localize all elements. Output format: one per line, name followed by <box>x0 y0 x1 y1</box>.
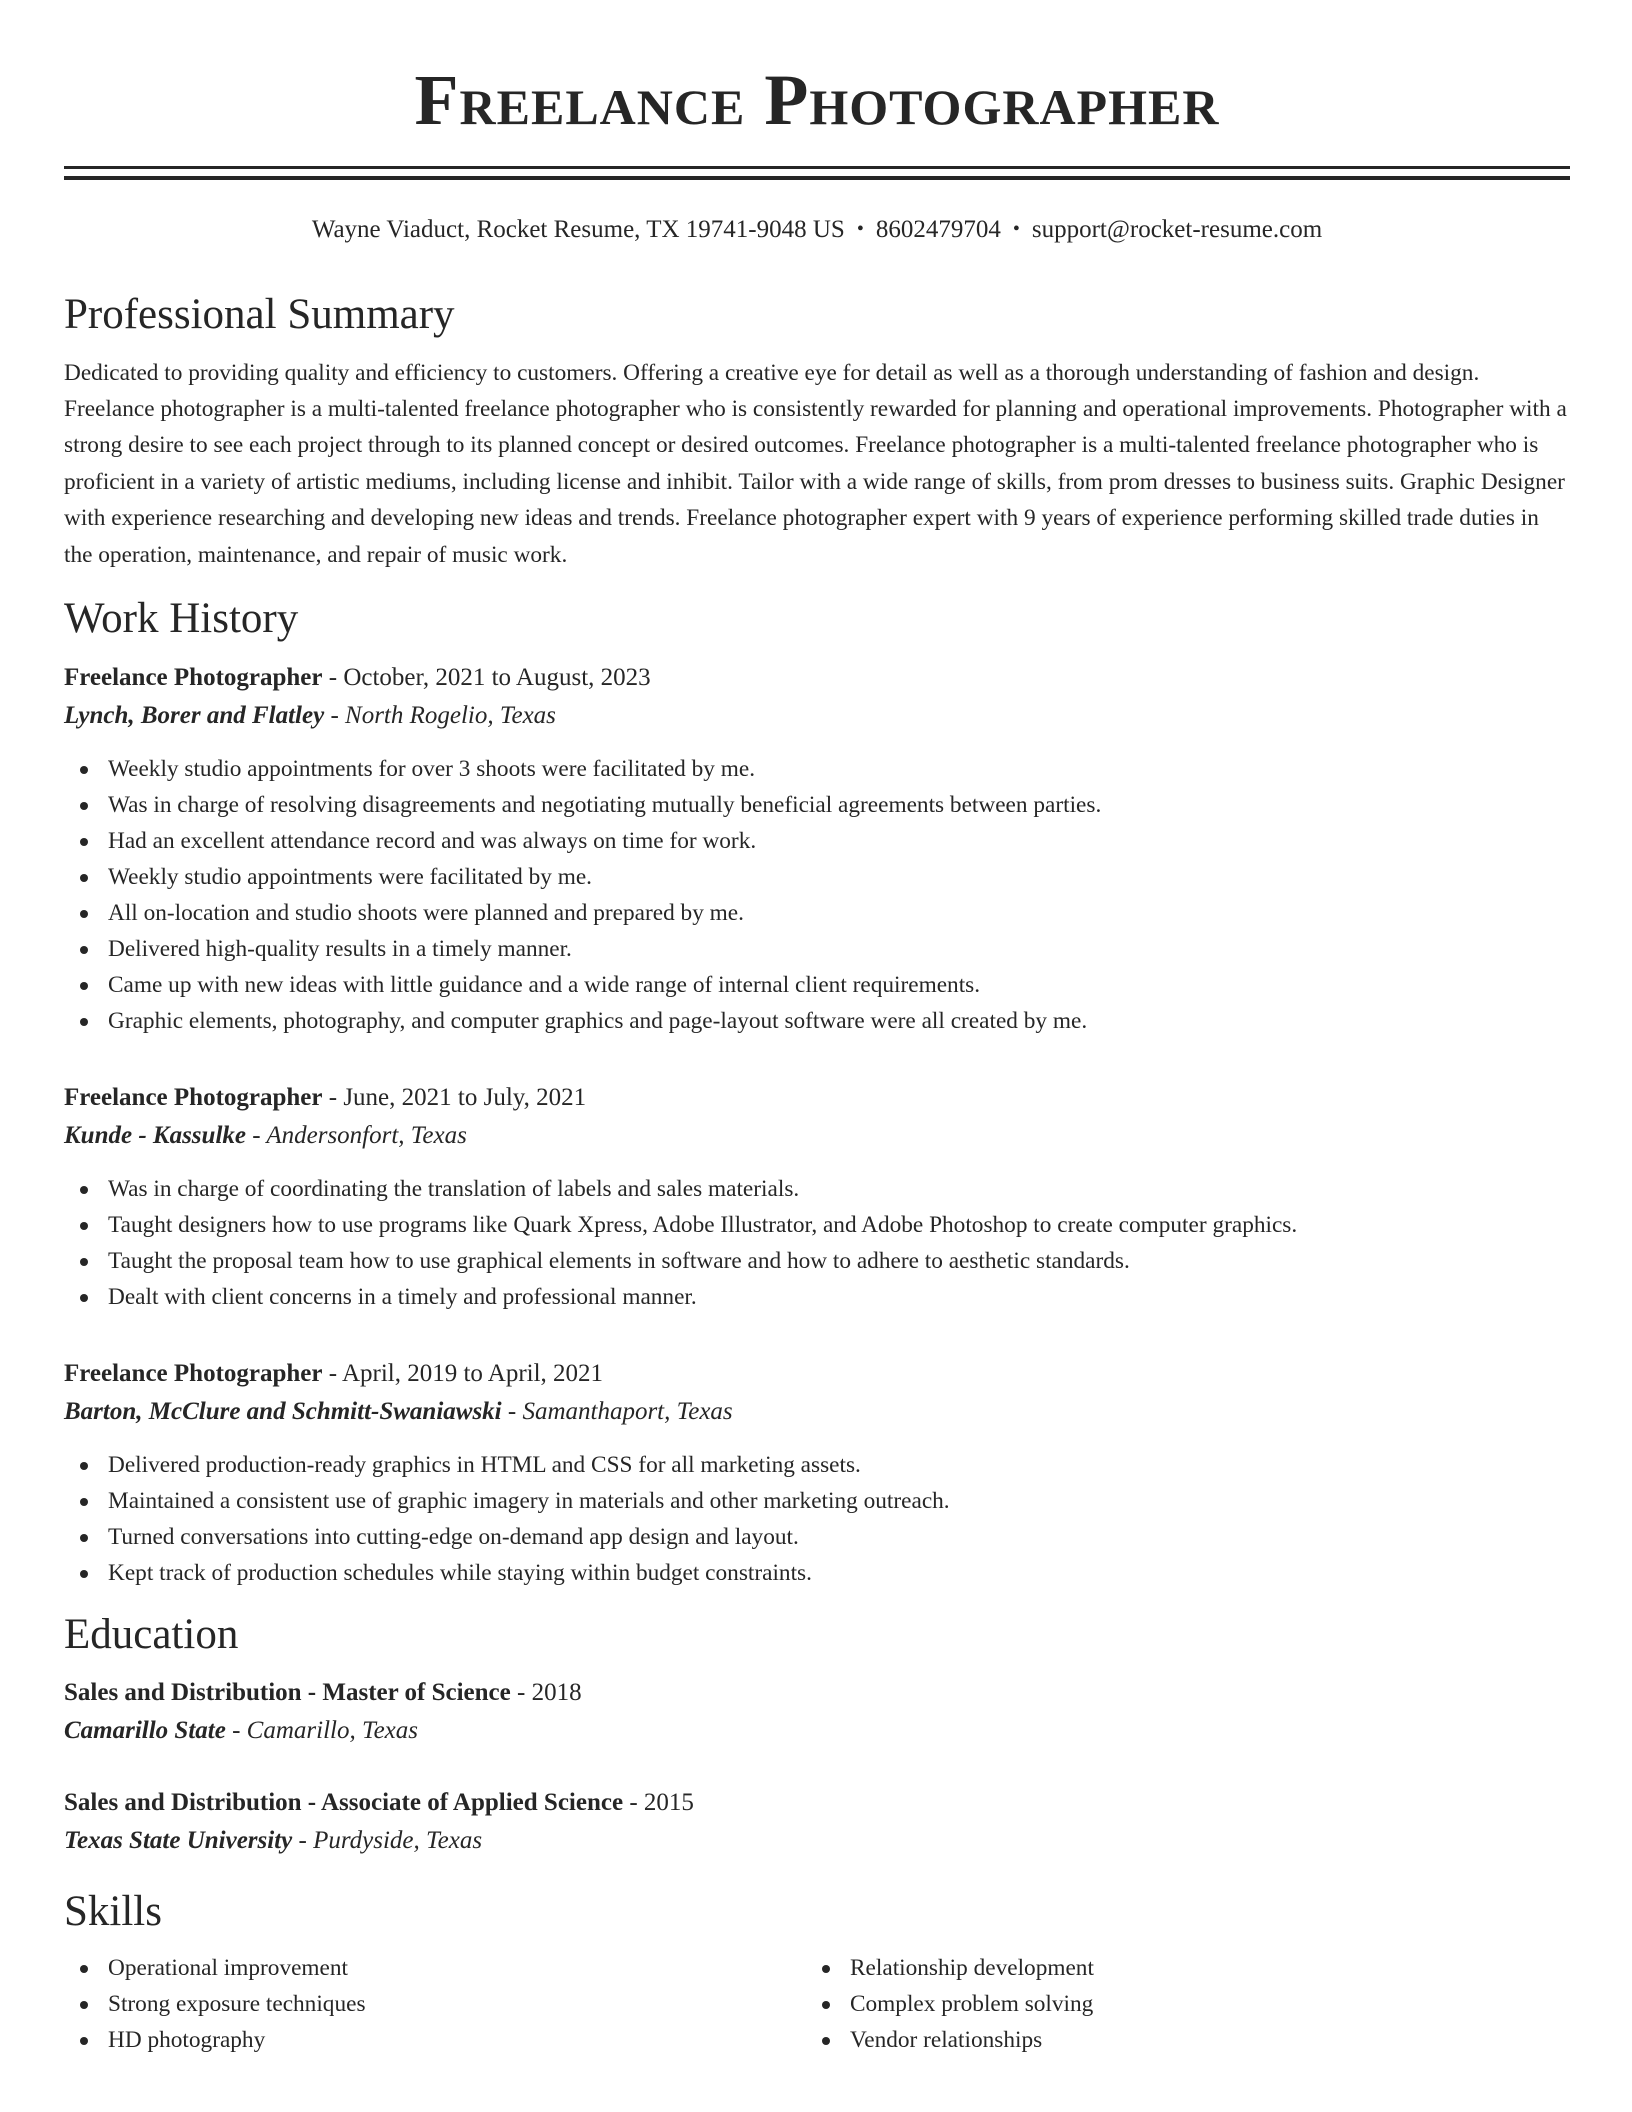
summary-text: Dedicated to providing quality and efficiency to customers. Offering a creative eye for detail as well as a thorough understanding of fashion and design. Freelance photographer is a multi-talented freelance photographer who is consistently rewarded for planning and operational improvements. Photographer with a strong desire to see each project through to its planned concept or desired outcomes. Freelance photographer is a multi-talented freelance photographer who is proficient in a variety of artistic mediums, including license and inhibit. Tailor with a wide range of skills, from prom dresses to business suits. Graphic Designer with experience researching and developing new ideas and trends. Freelance photographer expert with 9 years of experience performing skilled trade duties in the operation, maintenance, and repair of music work. <box>64 359 1567 568</box>
contact-line <box>64 215 1570 245</box>
skills-list-left <box>64 1950 806 2058</box>
job-dates: - June, 2021 to July, 2021 <box>322 1083 587 1111</box>
summary-heading: Professional Summary <box>64 291 455 338</box>
school-location: - Purdyside, Texas <box>292 1827 483 1855</box>
list-item: Weekly studio appointments were facilitated by me. <box>64 859 1570 895</box>
list-item: Dealt with client concerns in a timely and professional manner. <box>64 1279 1570 1315</box>
skill-item: Operational improvement <box>64 1950 806 1986</box>
education-entry <box>64 1784 1570 1860</box>
degree-name: Sales and Distribution - Associate of Applied Science <box>64 1789 624 1817</box>
skill-item: Complex problem solving <box>806 1986 1548 2022</box>
list-item: Kept track of production schedules while staying within budget constraints. <box>64 1555 1570 1591</box>
contact-separator: • <box>856 218 864 240</box>
company-name: Barton, McClure and Schmitt-Swaniawski <box>64 1397 502 1425</box>
contact-email: support@rocket-resume.com <box>1031 216 1323 243</box>
job-title-line <box>64 1355 1570 1393</box>
school-line <box>64 1712 1570 1750</box>
work-history-heading: Work History <box>64 595 299 643</box>
job-entry <box>64 659 1570 1039</box>
company-name: Kunde - Kassulke <box>64 1121 246 1149</box>
skill-item: HD photography <box>64 2022 806 2058</box>
list-item: Weekly studio appointments for over 3 shoots were facilitated by me. <box>64 751 1570 787</box>
list-item: Graphic elements, photography, and computer graphics and page-layout software were all created by me. <box>64 1003 1570 1039</box>
degree-line <box>64 1784 1570 1822</box>
list-item: Taught designers how to use programs like Quark Xpress, Adobe Illustrator, and Adobe Photoshop to create computer graphics. <box>64 1207 1570 1243</box>
job-dates: - April, 2019 to April, 2021 <box>322 1359 604 1387</box>
skill-item: Vendor relationships <box>806 2022 1548 2058</box>
job-dates: - October, 2021 to August, 2023 <box>322 663 651 691</box>
company-line <box>64 1117 1570 1155</box>
resume-title: Freelance Photographer <box>414 60 1220 140</box>
degree-year: - 2018 <box>510 1679 582 1707</box>
degree-year: - 2015 <box>623 1789 694 1817</box>
list-item: Came up with new ideas with little guidance and a wide range of internal client requirements. <box>64 967 1570 1003</box>
school-name: Texas State University <box>64 1827 293 1855</box>
education-entry <box>64 1674 1570 1750</box>
job-bullets <box>64 1171 1570 1315</box>
title-divider-bottom <box>64 176 1570 180</box>
list-item: Delivered production-ready graphics in HTML and CSS for all marketing assets. <box>64 1447 1570 1483</box>
company-location: - North Rogelio, Texas <box>324 701 556 729</box>
resume-page <box>64 0 1570 2058</box>
list-item: Was in charge of coordinating the translation of labels and sales materials. <box>64 1171 1570 1207</box>
company-location: - Samanthaport, Texas <box>501 1397 733 1425</box>
job-title-line <box>64 1079 1570 1117</box>
skills-list-right <box>806 1950 1548 2058</box>
contact-phone: 8602479704 <box>875 216 1001 243</box>
list-item: Maintained a consistent use of graphic imagery in materials and other marketing outreach. <box>64 1483 1570 1519</box>
company-line <box>64 697 1570 735</box>
list-item: Delivered high-quality results in a timely manner. <box>64 931 1570 967</box>
title-divider-top <box>64 166 1570 169</box>
job-bullets <box>64 751 1570 1039</box>
contact-separator: • <box>1012 218 1020 240</box>
degree-name: Sales and Distribution - Master of Science <box>64 1679 511 1707</box>
job-entry <box>64 1079 1570 1315</box>
company-name: Lynch, Borer and Flatley <box>64 701 325 729</box>
list-item: Had an excellent attendance record and was always on time for work. <box>64 823 1570 859</box>
company-line <box>64 1393 1570 1431</box>
contact-address: Wayne Viaduct, Rocket Resume, TX 19741-9048 US <box>311 216 845 243</box>
list-item: Was in charge of resolving disagreements and negotiating mutually beneficial agreements between parties. <box>64 787 1570 823</box>
list-item: All on-location and studio shoots were planned and prepared by me. <box>64 895 1570 931</box>
job-title: Freelance Photographer <box>64 1359 323 1387</box>
skills-grid <box>64 1950 1570 2058</box>
job-title-line <box>64 659 1570 697</box>
education-heading: Education <box>64 1610 239 1658</box>
job-entry <box>64 1355 1570 1591</box>
degree-line <box>64 1674 1570 1712</box>
skills-heading: Skills <box>64 1888 162 1936</box>
job-title: Freelance Photographer <box>64 663 323 691</box>
company-location: - Andersonfort, Texas <box>245 1121 467 1149</box>
school-location: - Camarillo, Texas <box>225 1717 418 1745</box>
job-title: Freelance Photographer <box>64 1083 323 1111</box>
school-name: Camarillo State <box>64 1717 226 1745</box>
list-item: Turned conversations into cutting-edge on-demand app design and layout. <box>64 1519 1570 1555</box>
school-line <box>64 1822 1570 1860</box>
skill-item: Strong exposure techniques <box>64 1986 806 2022</box>
list-item: Taught the proposal team how to use graphical elements in software and how to adhere to aesthetic standards. <box>64 1243 1570 1279</box>
skill-item: Relationship development <box>806 1950 1548 1986</box>
job-bullets <box>64 1447 1570 1591</box>
